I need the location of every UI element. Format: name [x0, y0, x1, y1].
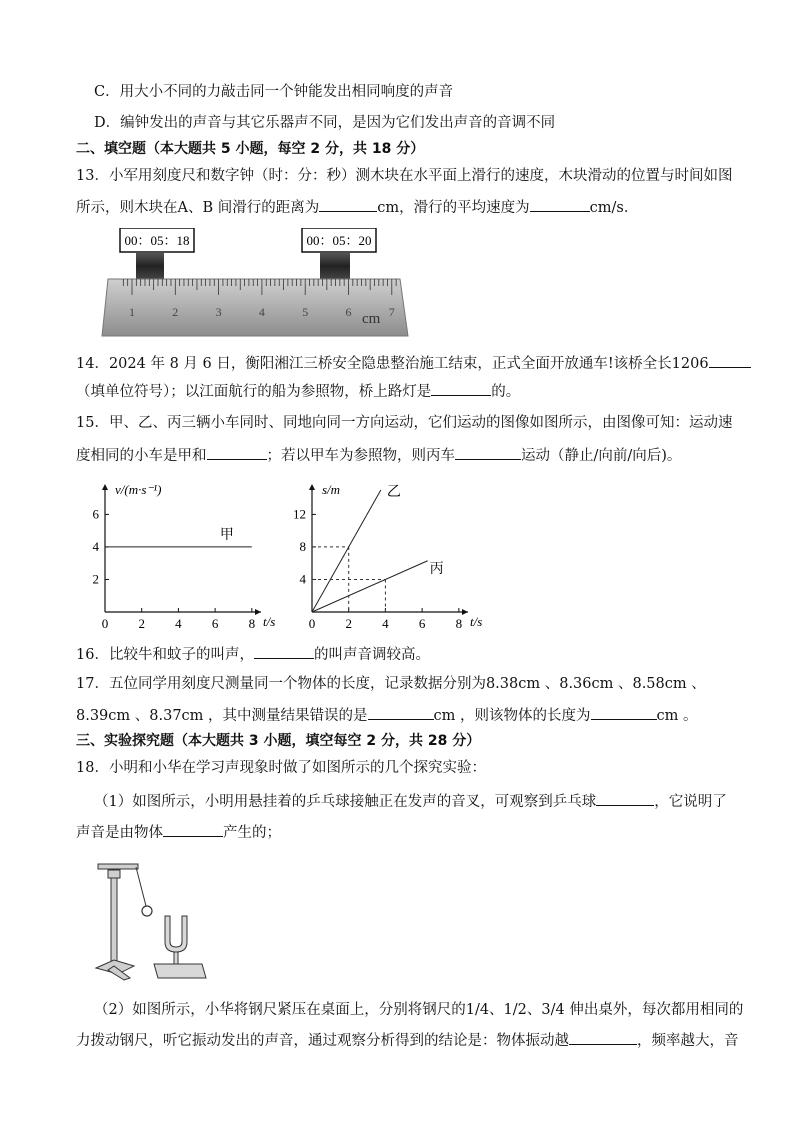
- answer-blank[interactable]: [319, 197, 377, 212]
- ruler-label: 1: [129, 305, 135, 319]
- q17-text-3: cm 。: [656, 708, 698, 724]
- q13-line2: [76, 197, 638, 218]
- answer-blank[interactable]: [368, 705, 434, 720]
- ruler-body: [102, 279, 408, 336]
- fork-base: [154, 964, 206, 978]
- q18-1-text-2: ，它说明了: [654, 794, 727, 810]
- section-2-heading: 二、填空题（本大题共 5 小题，每空 2 分，共 18 分）: [76, 141, 425, 157]
- q18-2-text-1: 力拨动钢尺，听它振动发出的声音，通过观察分析得到的结论是：物体振动越: [76, 1033, 569, 1049]
- q18-2-line1: （2）如图所示，小华将钢尺紧压在桌面上，分别将钢尺的1/4、1/2、3/4 伸出桌外，每次都用相同的: [94, 1002, 744, 1018]
- ping-pong-ball: [142, 906, 152, 916]
- ruler-figure: [100, 228, 410, 340]
- q15-line1: 15．甲、乙、丙三辆小车同时、同地向同一方向运动，它们运动的图像如图所示，由图像可知：运动速: [76, 415, 733, 431]
- q17-line1: 17．五位同学用刻度尺测量同一个物体的长度，记录数据分别为8.38cm 、8.36cm 、8.58cm 、: [76, 676, 706, 692]
- block-b: [320, 253, 350, 279]
- ruler-label: 7: [388, 305, 395, 319]
- q16-line: [76, 644, 430, 665]
- tuning-fork: [165, 916, 187, 952]
- x-tick-label: 8: [455, 616, 463, 631]
- x-tick-label: 4: [382, 616, 389, 631]
- ruler-label: 4: [258, 305, 265, 319]
- y-axis-arrow: [102, 484, 108, 490]
- q17-text-2: cm ，则该物体的长度为: [433, 708, 591, 724]
- q15-text-2: ；若以甲车为参照物，则丙车: [266, 448, 455, 464]
- answer-blank[interactable]: [569, 1030, 637, 1045]
- answer-blank[interactable]: [596, 791, 654, 806]
- q14-line2: [76, 381, 520, 402]
- series-label: 甲: [219, 527, 234, 543]
- y-tick-label: 8: [299, 538, 306, 554]
- x-tick-label: 2: [138, 616, 145, 631]
- q15-text-3: 运动（静止/向前/向后)。: [521, 448, 682, 464]
- x-tick-label: 2: [345, 616, 352, 631]
- q17-line2: [76, 705, 698, 726]
- fork-stem: [174, 952, 178, 964]
- ruler-unit: cm: [362, 311, 381, 327]
- y-axis-label: v/(m·s⁻¹): [115, 482, 162, 497]
- answer-blank[interactable]: [530, 197, 590, 212]
- y-axis-label: s/m: [322, 482, 341, 497]
- block-a: [136, 253, 164, 279]
- q14-text-1: 14．2024 年 8 月 6 日，衡阳湘江三桥安全隐患整治施工结束，正式全面开放通车!该桥全长1206: [76, 356, 709, 372]
- q13-text-3: cm/s．: [589, 200, 639, 216]
- q16-text-1: 16．比较牛和蚊子的叫声，: [76, 647, 254, 663]
- x-axis-arrow: [462, 609, 468, 615]
- q14-line1: [76, 353, 751, 374]
- section-3-heading: 三、实验探究题（本大题共 3 小题，填空每空 2 分，共 28 分）: [76, 733, 481, 749]
- q13-text-1: 所示，则木块在A、B 间滑行的距离为: [76, 200, 320, 216]
- series-label: 乙: [386, 485, 401, 500]
- x-tick-label: 8: [248, 616, 256, 631]
- ruler-label: 6: [345, 305, 352, 319]
- answer-blank[interactable]: [709, 353, 751, 368]
- answer-blank[interactable]: [591, 705, 657, 720]
- option-d: D．编钟发出的声音与其它乐器声不同，是因为它们发出声音的音调不同: [94, 115, 556, 131]
- q18-2-text-2: ，频率越大，音: [637, 1033, 739, 1049]
- q16-text-2: 的叫声音调较高。: [313, 647, 430, 663]
- x-tick-label: 4: [175, 616, 182, 631]
- q17-text-1: 8.39cm 、8.37cm ，其中测量结果错误的是: [76, 708, 368, 724]
- y-tick-label: 6: [92, 506, 99, 522]
- q18-1-text-3: 声音是由物体: [76, 825, 163, 841]
- answer-blank[interactable]: [163, 822, 223, 837]
- q18-1-text-1: （1）如图所示，小明用悬挂着的乒乓球接触正在发声的音叉，可观察到乒乓球: [94, 794, 597, 810]
- q15-text-1: 度相同的小车是甲和: [76, 448, 207, 464]
- answer-blank[interactable]: [254, 644, 314, 659]
- tuning-fork-figure: [94, 856, 214, 984]
- thread: [136, 867, 146, 906]
- y-axis-arrow: [309, 484, 315, 490]
- q14-text-3: 的。: [491, 384, 521, 400]
- x-tick-label: 0: [101, 616, 109, 631]
- x-tick-label: 0: [308, 616, 316, 631]
- series-line-乙: [312, 490, 381, 612]
- x-tick-label: 6: [211, 616, 219, 631]
- q18-1-text-4: 产生的；: [223, 825, 281, 841]
- series-line-丙: [312, 561, 428, 612]
- stand-pole: [111, 866, 117, 966]
- ruler-label: 3: [215, 305, 222, 319]
- y-tick-label: 4: [299, 571, 306, 587]
- q13-line1: 13．小军用刻度尺和数字钟（时：分：秒）测木块在水平面上滑行的速度，木块滑动的位置与时间如图: [76, 168, 733, 184]
- ruler-label: 2: [172, 305, 179, 319]
- q18-2-line2: [76, 1030, 739, 1051]
- option-c: C．用大小不同的力敲击同一个钟能发出相同响度的声音: [94, 84, 454, 100]
- answer-blank[interactable]: [431, 381, 491, 396]
- ruler-label: 5: [302, 305, 309, 319]
- y-tick-label: 12: [293, 506, 306, 522]
- q18-1-line1: [94, 791, 727, 812]
- stand-arm: [98, 864, 138, 869]
- x-axis-arrow: [255, 609, 261, 615]
- stand-clamp: [108, 870, 120, 878]
- y-tick-label: 4: [92, 538, 99, 554]
- answer-blank[interactable]: [207, 445, 267, 460]
- y-tick-label: 2: [92, 571, 99, 587]
- clock-b-text: 00：05：20: [306, 233, 372, 248]
- series-label: 丙: [429, 561, 444, 577]
- q13-text-2: cm，滑行的平均速度为: [377, 200, 530, 216]
- q14-text-2: （填单位符号）；以江面航行的船为参照物，桥上路灯是: [76, 384, 432, 400]
- q15-line2: [76, 445, 681, 466]
- x-axis-label: t/s: [470, 614, 483, 629]
- answer-blank[interactable]: [455, 445, 521, 460]
- x-tick-label: 6: [418, 616, 426, 631]
- clock-a-text: 00：05：18: [124, 233, 190, 248]
- chart-st: [292, 478, 492, 638]
- x-axis-label: t/s: [263, 614, 276, 629]
- q18-1-line2: [76, 822, 281, 843]
- q18-line: 18．小明和小华在学习声现象时做了如图所示的几个探究实验：: [76, 760, 486, 776]
- chart-vt: [85, 478, 285, 638]
